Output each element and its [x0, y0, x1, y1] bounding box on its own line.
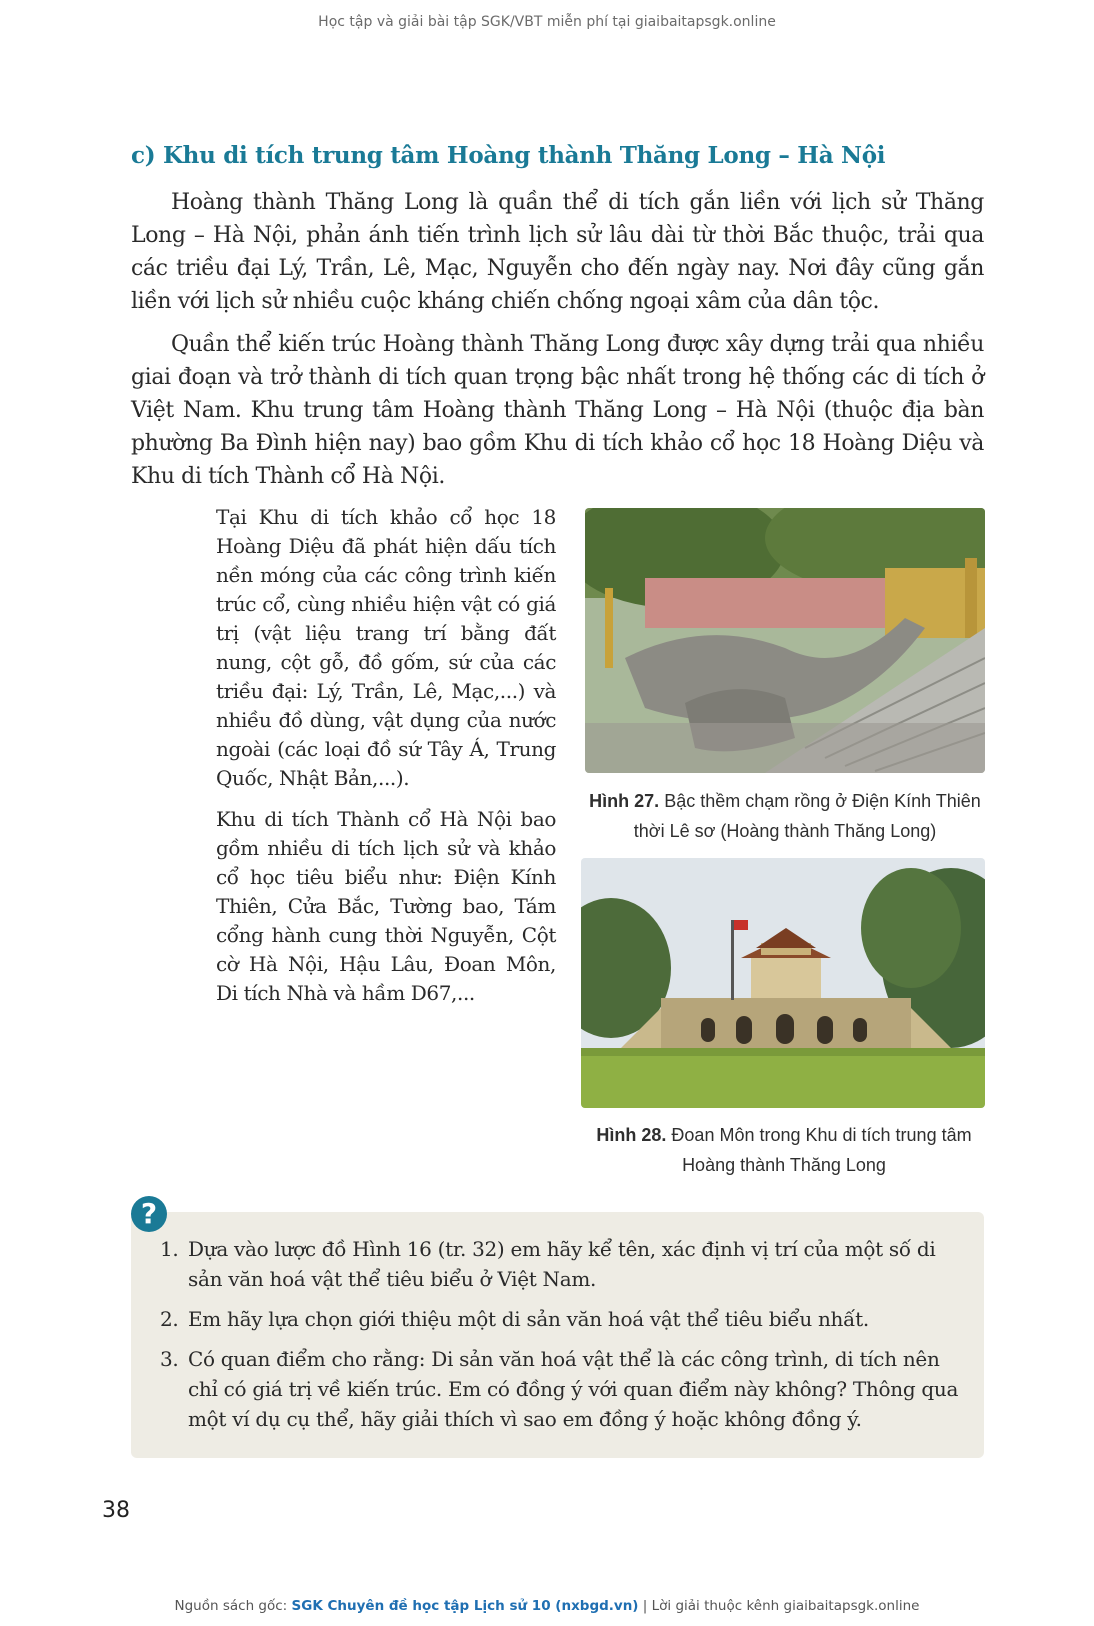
figure-28-caption-line1: Đoan Môn trong Khu di tích trung tâm	[671, 1125, 972, 1145]
question-number: 3.	[160, 1347, 179, 1371]
question-list	[160, 1234, 960, 1444]
citadel-paragraph: Khu di tích Thành cổ Hà Nội bao gồm nhiều di tích lịch sử và khảo cổ học tiêu biểu như: Điện Kính Thiên, Cửa Bắc, Tường bao, Tám cổng hành cung thời Nguyễn, Cột cờ Hà Nội, Hậu Lâu, Đoan Môn, Di tích Nhà và hầm D67,...	[216, 807, 556, 1005]
question-text: Có quan điểm cho rằng: Di sản văn hoá vật thể là các công trình, di tích nên chỉ có giá trị về kiến trúc. Em có đồng ý với quan điểm này không? Thông qua một ví dụ cụ thể, hãy giải thích vì sao em đồng ý hoặc không đồng ý.	[188, 1347, 959, 1431]
question-item	[160, 1304, 960, 1334]
figure-28-caption-line2: Hoàng thành Thăng Long	[682, 1155, 886, 1175]
figure-27-caption-line1: Bậc thềm chạm rồng ở Điện Kính Thiên	[664, 791, 981, 811]
figure-28-caption	[575, 1120, 993, 1180]
page-number: 38	[102, 1498, 130, 1523]
figure-27-photo	[585, 508, 985, 773]
intro-paragraph: Hoàng thành Thăng Long là quần thể di tích gắn liền với lịch sử Thăng Long – Hà Nội, phản ánh tiến trình lịch sử lâu dài từ thời Bắc thuộc, trải qua các triều đại Lý, Trần, Lê, Mạc, Nguyễn cho đến ngày nay. Nơi đây cũng gắn liền với lịch sử nhiều cuộc kháng chiến chống ngoại xâm của dân tộc.	[131, 190, 984, 314]
question-text: Dựa vào lược đồ Hình 16 (tr. 32) em hãy kể tên, xác định vị trí của một số di sản văn hoá vật thể tiêu biểu ở Việt Nam.	[188, 1237, 936, 1291]
figure-28-photo	[581, 858, 985, 1108]
question-item	[160, 1234, 960, 1294]
footer-suffix: | Lời giải thuộc kênh giaibaitapsgk.online	[638, 1598, 920, 1614]
figure-27-caption	[585, 786, 985, 846]
footer	[0, 1598, 1094, 1614]
figure-27-label: Hình 27.	[589, 791, 660, 811]
footer-source-link[interactable]: SGK Chuyên đề học tập Lịch sử 10 (nxbgd.vn)	[291, 1598, 639, 1614]
question-text: Em hãy lựa chọn giới thiệu một di sản văn hoá vật thể tiêu biểu nhất.	[188, 1307, 869, 1331]
question-number: 1.	[160, 1237, 179, 1261]
footer-prefix: Nguồn sách gốc:	[174, 1598, 292, 1614]
question-mark-icon: ?	[131, 1196, 167, 1232]
question-number: 2.	[160, 1307, 179, 1331]
section-heading: c) Khu di tích trung tâm Hoàng thành Thăng Long – Hà Nội	[131, 142, 886, 169]
figure-28-label: Hình 28.	[596, 1125, 667, 1145]
architecture-paragraph: Quần thể kiến trúc Hoàng thành Thăng Long được xây dựng trải qua nhiều giai đoạn và trở thành di tích quan trọng bậc nhất trong hệ thống các di tích ở Việt Nam. Khu trung tâm Hoàng thành Thăng Long – Hà Nội (thuộc địa bàn phường Ba Đình hiện nay) bao gồm Khu di tích khảo cổ học 18 Hoàng Diệu và Khu di tích Thành cổ Hà Nội.	[131, 332, 984, 489]
top-banner: Học tập và giải bài tập SGK/VBT miễn phí tại giaibaitapsgk.online	[318, 14, 776, 30]
archaeology-paragraph: Tại Khu di tích khảo cổ học 18 Hoàng Diệu đã phát hiện dấu tích nền móng của các công trình kiến trúc cổ, cùng nhiều hiện vật có giá trị (vật liệu trang trí bằng đất nung, cột gỗ, đồ gốm, sứ của các triều đại: Lý, Trần, Lê, Mạc,...) và nhiều đồ dùng, vật dụng của nước ngoài (các loại đồ sứ Tây Á, Trung Quốc, Nhật Bản,...).	[216, 505, 556, 790]
question-item	[160, 1344, 960, 1434]
figure-27-caption-line2: thời Lê sơ (Hoàng thành Thăng Long)	[633, 821, 937, 841]
